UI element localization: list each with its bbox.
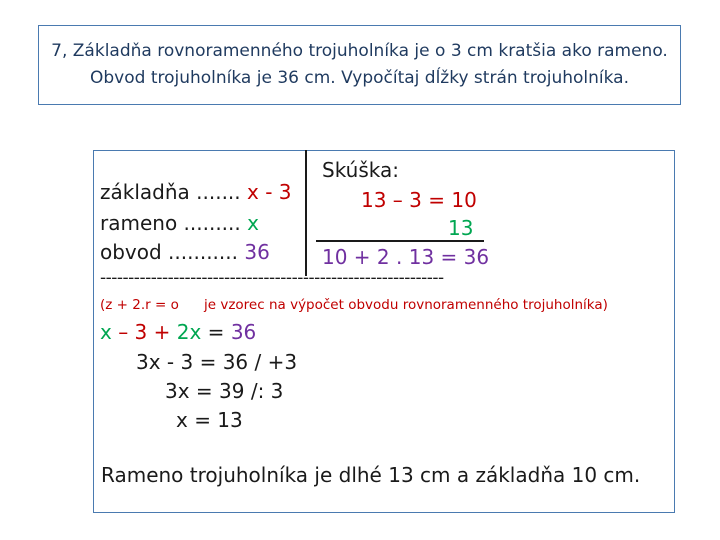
- problem-line-1: 7, Základňa rovnoramenného trojuholníka je o 3 cm kratšia ako rameno.: [51, 41, 668, 61]
- given-perimeter-label: obvod ...........: [100, 240, 245, 264]
- check-line-3: 10 + 2 . 13 = 36: [322, 245, 490, 269]
- formula-note-right: je vzorec na výpočet obvodu rovnoramenného trojuholníka): [204, 297, 608, 313]
- given-side: [100, 211, 259, 235]
- equation-minus3: – 3 +: [111, 320, 177, 344]
- check-line-2: 13: [448, 216, 474, 240]
- equation-x: x: [100, 320, 112, 344]
- equation-result: 36: [230, 320, 257, 344]
- equation-equals: =: [201, 320, 231, 344]
- equation-line-1: [100, 320, 256, 344]
- equation-line-3: 3x = 39 /: 3: [165, 379, 284, 403]
- check-divider-horizontal: [316, 240, 484, 242]
- formula-note-left: (z + 2.r = o: [100, 297, 179, 313]
- problem-line-2: Obvod trojuholníka je 36 cm. Vypočítaj dĺžky strán trojuholníka.: [89, 68, 629, 88]
- given-perimeter-value: 36: [244, 240, 270, 264]
- given-base-label: základňa .......: [100, 180, 247, 204]
- equation-line-2: 3x - 3 = 36 / +3: [136, 350, 298, 374]
- given-side-label: rameno .........: [100, 211, 248, 235]
- equation-line-4: x = 13: [176, 408, 243, 432]
- check-line-1: 13 – 3 = 10: [361, 188, 477, 212]
- check-divider-vertical: [305, 150, 307, 276]
- given-side-value: x: [247, 211, 259, 235]
- given-perimeter: [100, 240, 270, 264]
- given-base: [100, 180, 292, 204]
- problem-statement-box: [38, 25, 681, 105]
- separator-line: -------------------------------------------------------------: [100, 268, 444, 288]
- check-heading: Skúška:: [322, 158, 399, 182]
- given-base-value: x - 3: [247, 180, 292, 204]
- equation-2x: 2x: [176, 320, 202, 344]
- answer-text: Rameno trojuholníka je dlhé 13 cm a základňa 10 cm.: [101, 463, 641, 487]
